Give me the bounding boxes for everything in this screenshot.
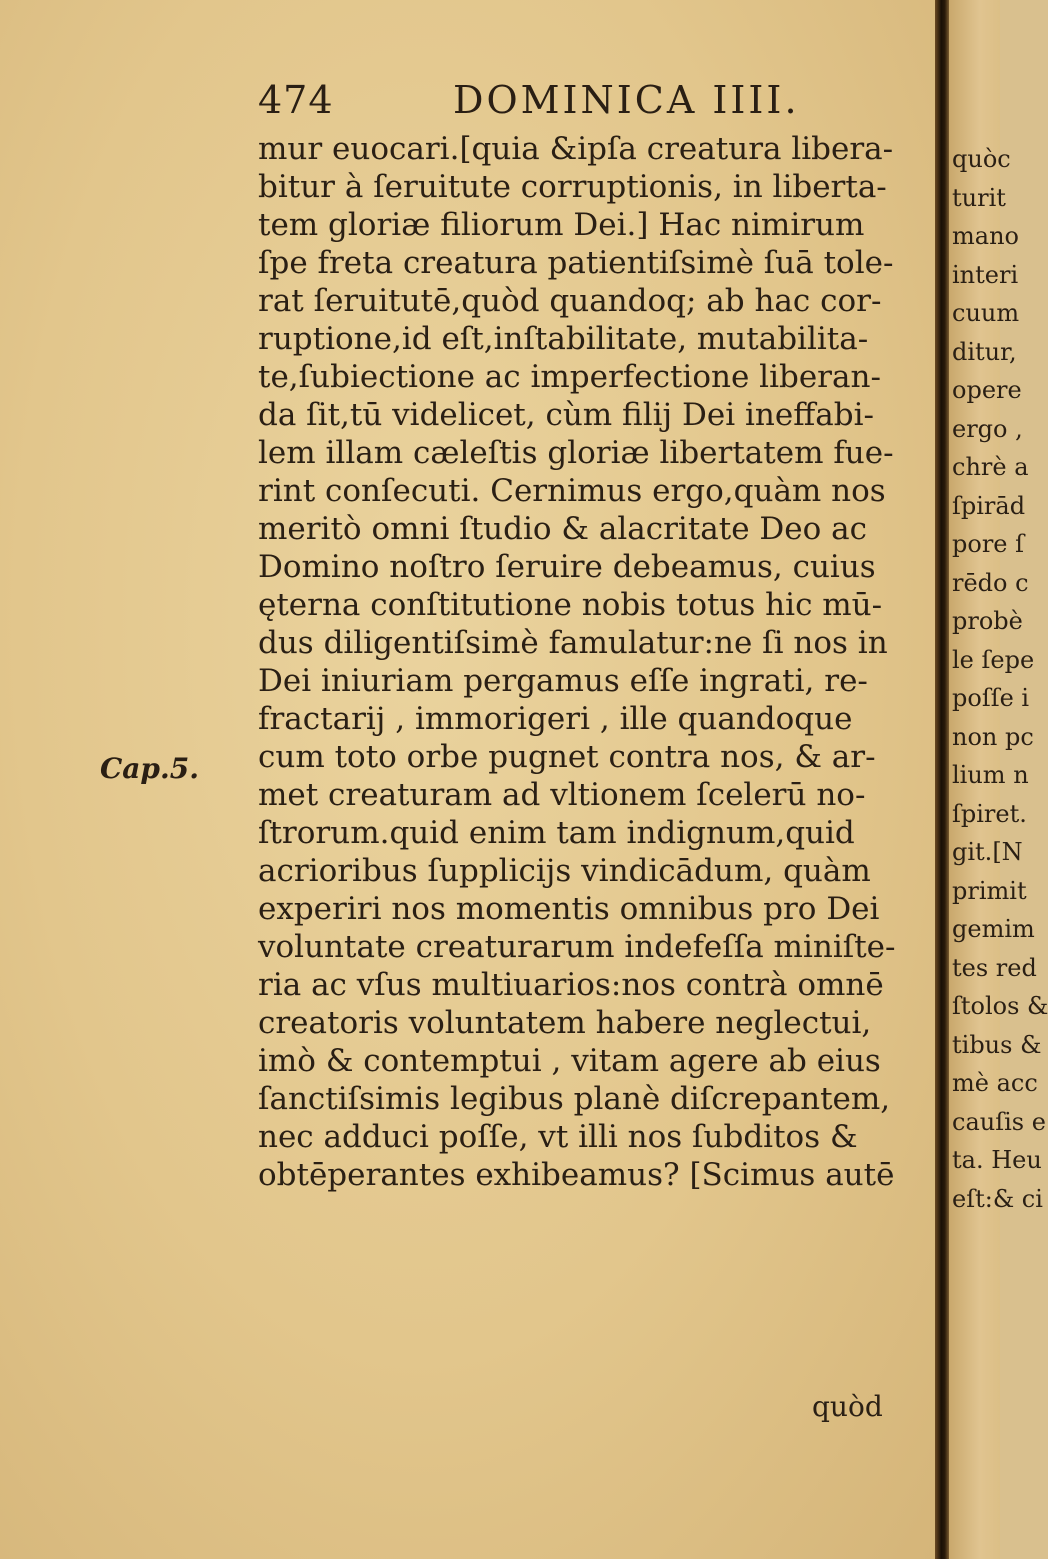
facing-line: ſpiret.: [952, 799, 1027, 828]
text-line: ſtrorum.quid enim tam indignum,quid: [258, 815, 855, 851]
text-line: ruptione,id eſt,inſtabilitate, mutabilita-: [258, 321, 869, 357]
text-line: voluntate creaturarum indefeſſa miniſte-: [258, 929, 896, 965]
text-line: rat ſeruitutē,quòd quandoq; ab hac cor-: [258, 283, 882, 319]
text-line: ſpe freta creatura patientiſsimè ſuā tole-: [258, 245, 894, 281]
page-header: [258, 78, 898, 128]
facing-page-text: [949, 0, 1048, 1218]
facing-line: cuum: [952, 299, 1020, 327]
text-line: nec adduci poſſe, vt illi nos ſubditos &: [258, 1119, 858, 1155]
facing-line: opere: [952, 376, 1022, 404]
body-text: [258, 130, 898, 1194]
facing-line: eſt:& ci: [952, 1184, 1043, 1213]
facing-line: rēdo c: [952, 568, 1029, 597]
facing-page: [949, 0, 1048, 1559]
facing-line: ergo ,: [952, 414, 1023, 443]
text-line: ęterna conſtitutione nobis totus hic mū-: [258, 587, 883, 623]
running-head: DOMINICA IIII.: [453, 78, 800, 122]
text-line: te,ſubiectione ac imperfectione liberan-: [258, 359, 881, 395]
facing-line: poſſe i: [952, 684, 1030, 712]
text-line: tem gloriæ filiorum Dei.] Hac nimirum: [258, 207, 865, 243]
facing-line: chrè a: [952, 453, 1029, 481]
facing-line: tibus &: [952, 1030, 1042, 1059]
margin-note: Cap.5.: [100, 752, 199, 785]
book-gutter: [935, 0, 949, 1559]
facing-line: mè acc: [952, 1069, 1038, 1097]
text-line: bitur à ſeruitute corruptionis, in liberta-: [258, 169, 887, 205]
page-number: 474: [258, 78, 334, 122]
facing-line: ditur,: [952, 337, 1017, 366]
text-line: rint conſecuti. Cernimus ergo,quàm nos: [258, 473, 886, 509]
text-line: experiri nos momentis omnibus pro Dei: [258, 891, 880, 927]
facing-line: non pc: [952, 722, 1034, 751]
text-line: imò & contemptui , vitam agere ab eius: [258, 1043, 881, 1079]
facing-line: quòc: [952, 145, 1011, 173]
facing-line: interi: [952, 260, 1019, 289]
facing-line: le ſepe: [952, 645, 1035, 674]
facing-line: cauſis e: [952, 1107, 1046, 1136]
text-line: creatoris voluntatem habere neglectui,: [258, 1005, 872, 1041]
text-line: da ſit,tū videlicet, cùm filij Dei ineffabi-: [258, 397, 874, 433]
text-line: obtēperantes exhibeamus? [Scimus autē: [258, 1157, 895, 1193]
catchword: quòd: [812, 1390, 883, 1423]
text-line: lem illam cæleſtis gloriæ libertatem fue-: [258, 435, 894, 471]
text-line: mur euocari.[quia &ipſa creatura libera-: [258, 131, 894, 167]
facing-line: git.[N: [952, 838, 1023, 866]
text-line: ſanctiſsimis legibus planè diſcrepantem,: [258, 1081, 891, 1117]
facing-line: turit: [952, 183, 1006, 212]
text-line: fractarij , immorigeri , ille quandoque: [258, 701, 853, 737]
text-line: meritò omni ſtudio & alacritate Deo ac: [258, 511, 867, 547]
facing-line: primit: [952, 876, 1027, 905]
text-line: Domino noſtro ſeruire debeamus, cuius: [258, 549, 876, 585]
text-line: acrioribus ſupplicijs vindicādum, quàm: [258, 853, 871, 889]
text-line: ria ac vſus multiuarios:nos contrà omnē: [258, 967, 884, 1003]
facing-line: ta. Heu: [952, 1146, 1042, 1174]
facing-line: probè: [952, 607, 1023, 635]
text-line: Dei iniuriam pergamus eſſe ingrati, re-: [258, 663, 868, 699]
facing-line: ſtolos &: [952, 992, 1048, 1020]
facing-line: tes red: [952, 953, 1037, 982]
facing-line: mano: [952, 222, 1019, 250]
text-line: cum toto orbe pugnet contra nos, & ar-: [258, 739, 876, 775]
facing-line: pore ſ: [952, 530, 1024, 558]
facing-line: ſpirād: [952, 491, 1026, 520]
facing-line: gemim: [952, 915, 1035, 943]
text-line: met creaturam ad vltionem ſcelerū no-: [258, 777, 866, 813]
text-line: dus diligentiſsimè famulatur:ne ſi nos in: [258, 625, 888, 661]
facing-line: lium n: [952, 761, 1029, 789]
